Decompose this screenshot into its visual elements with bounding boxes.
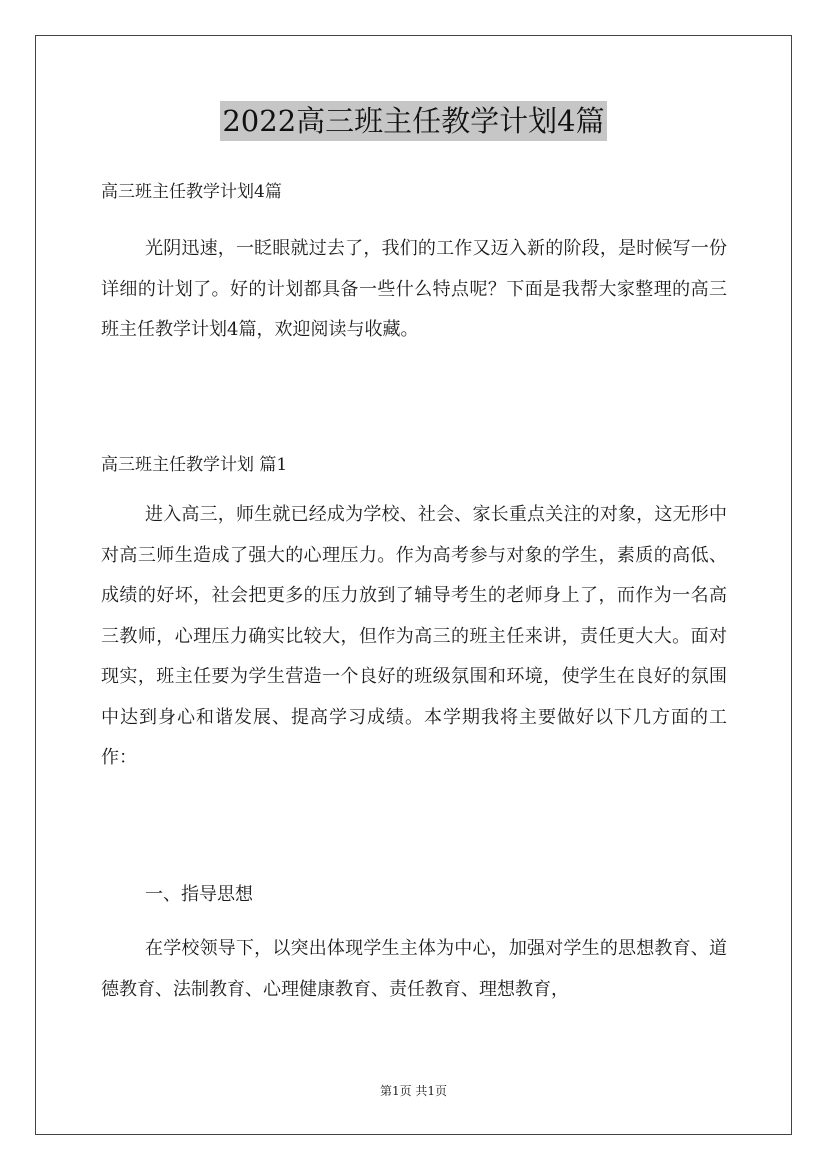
- document-title: 2022高三班主任教学计划4篇: [220, 101, 606, 141]
- heading-guiding-ideology: 一、指导思想: [145, 884, 253, 905]
- guiding-ideology-paragraph: 在学校领导下，以突出体现学生主体为中心，加强对学生的思想教育、道德教育、法制教育、心理健康教育、责任教育、理想教育，: [101, 938, 727, 1000]
- intro-paragraph: 光阴迅速，一眨眼就过去了，我们的工作又迈入新的阶段，是时候写一份详细的计划了。好的计划都具备一些什么特点呢？下面是我帮大家整理的高三班主任教学计划4篇，欢迎阅读与收藏。: [101, 238, 727, 340]
- section-paragraph: 进入高三，师生就已经成为学校、社会、家长重点关注的对象，这无形中对高三师生造成了强大的心理压力。作为高考参与对象的学生，素质的高低、成绩的好坏，社会把更多的压力放到了辅导考生的老师身上了，而作为一名高三教师，心理压力确实比较大，但作为高三的班主任来讲，责任更大大。面对现实，班主任要为学生营造一个良好的班级氛围和环境，使学生在良好的氛围中达到身心和谐发展、提高学习成绩。本学期我将主要做好以下几方面的工作：: [101, 504, 727, 768]
- page-footer: 第1页 共1页: [379, 1084, 448, 1098]
- title-container: [0, 101, 827, 141]
- section-title: 高三班主任教学计划 篇1: [101, 455, 288, 475]
- document-subtitle: 高三班主任教学计划4篇: [101, 182, 282, 202]
